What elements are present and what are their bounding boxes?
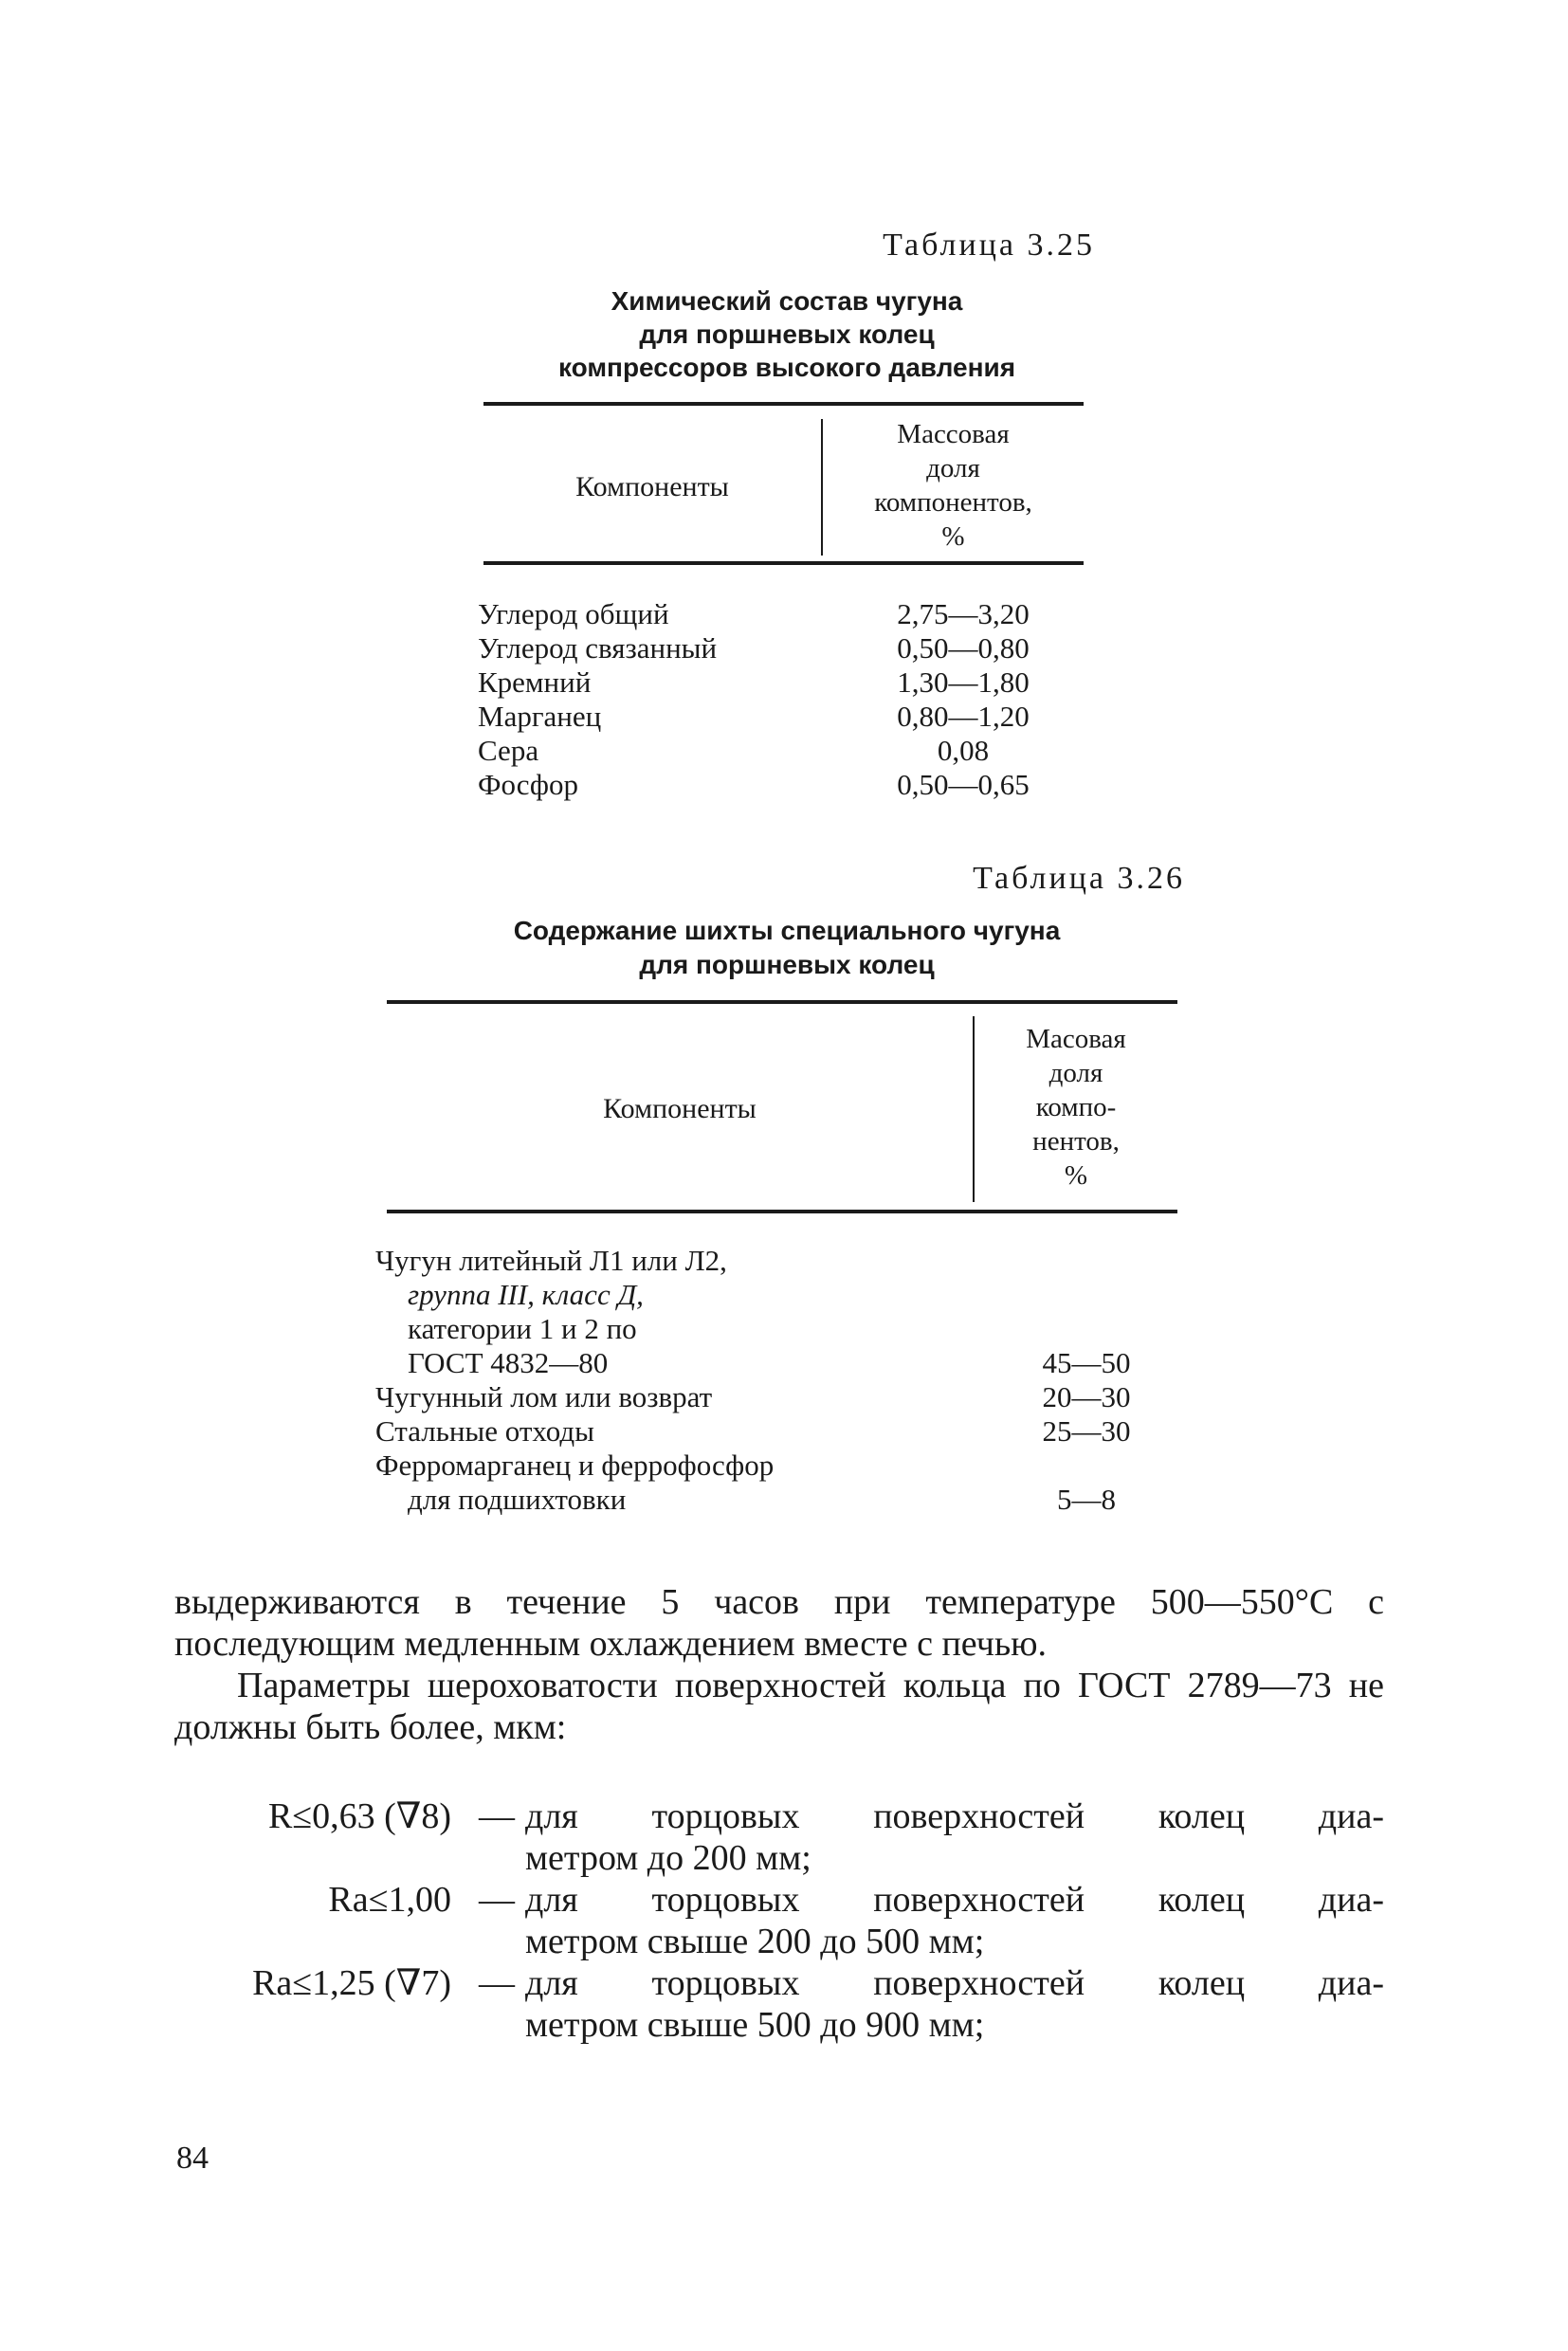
table-3-25-title-line: компрессоров высокого давления: [557, 353, 1016, 382]
description-line: метром свыше 200 до 500 мм;: [525, 1922, 985, 1961]
table-3-26-title: [398, 914, 1176, 982]
charge-component-name: [375, 1414, 963, 1449]
table-3-25-header-share: [823, 417, 1084, 554]
header-share-line: Массовая: [897, 419, 1010, 449]
roughness-description: [525, 1962, 1384, 2046]
paragraph-annealing: выдерживаются в течение 5 часов при температуре 500—550°С с последующим медленным охлаждением вместе с печью.: [174, 1582, 1384, 1664]
charge-component-value: 45—50: [1042, 1346, 1131, 1379]
table-row: [375, 1414, 1181, 1449]
header-share-line: %: [1064, 1160, 1088, 1191]
description-line: метром свыше 500 до 900 мм;: [525, 2005, 985, 2045]
component-name: Углерод общий: [478, 597, 669, 630]
description-line: для торцовых поверхностей колец диа-: [525, 1880, 1384, 1920]
description-line: метром до 200 мм;: [525, 1838, 811, 1878]
name-line: Чугунный лом или возврат: [375, 1380, 713, 1413]
roughness-list: [174, 1795, 1384, 2046]
name-line: Ферромарганец и феррофосфор: [375, 1449, 775, 1482]
list-item: [174, 1795, 1384, 1879]
table-3-25-top-rule: [483, 402, 1084, 406]
component-name: Сера: [478, 734, 539, 767]
table-3-25-title-line: Химический состав чугуна: [611, 286, 963, 316]
charge-component-value: 5—8: [1057, 1483, 1116, 1516]
table-3-26-header-share: [975, 1022, 1177, 1193]
name-line: группа III, класс Д,: [408, 1278, 644, 1311]
roughness-description: [525, 1795, 1384, 1879]
table-3-26-header-component: Компоненты: [603, 1093, 757, 1124]
component-value: 2,75—3,20: [897, 597, 1030, 630]
roughness-symbol: Ra≤1,00: [328, 1880, 451, 1920]
charge-component-name: [375, 1244, 963, 1380]
component-value: 1,30—1,80: [897, 665, 1030, 699]
name-line: ГОСТ 4832—80: [408, 1346, 609, 1379]
list-item: [174, 1962, 1384, 2046]
list-item: [174, 1879, 1384, 1962]
table-3-26-header-rule: [387, 1210, 1177, 1213]
table-row: [478, 597, 1085, 631]
table-3-26-title-line: Содержание шихты специального чугуна: [513, 916, 1061, 945]
table-3-26-label: Таблица 3.26: [973, 861, 1185, 896]
table-3-26-top-rule: [387, 1000, 1177, 1004]
component-name: Марганец: [478, 700, 602, 733]
component-value: 0,08: [937, 734, 990, 767]
header-share-line: %: [941, 521, 965, 552]
component-name: Фосфор: [478, 768, 578, 801]
header-share-line: компо-: [1035, 1092, 1117, 1122]
table-row: [478, 768, 1085, 802]
charge-component-value: 20—30: [1042, 1380, 1131, 1413]
table-row: [375, 1244, 1181, 1380]
header-share-line: доля: [1048, 1058, 1103, 1088]
charge-component-name: [375, 1449, 963, 1517]
paragraph-roughness-intro: Параметры шероховатости поверхностей кольца по ГОСТ 2789—73 не должны быть более, мкм:: [174, 1666, 1384, 1747]
table-row: [478, 631, 1085, 665]
component-value: 0,50—0,80: [897, 631, 1030, 665]
table-row: [478, 665, 1085, 700]
table-row: [478, 700, 1085, 734]
page-number: 84: [176, 2141, 209, 2176]
table-3-25-title-line: для поршневых колец: [639, 319, 935, 349]
table-3-25-header-rule: [483, 561, 1084, 565]
table-row: [478, 734, 1085, 768]
table-3-25-body: [478, 597, 1085, 802]
roughness-description: [525, 1879, 1384, 1962]
description-line: для торцовых поверхностей колец диа-: [525, 1963, 1384, 2003]
table-3-25-title: [465, 284, 1109, 384]
roughness-symbol: R≤0,63 (∇8): [267, 1796, 451, 1836]
name-line: категории 1 и 2 по: [408, 1312, 637, 1345]
name-line: Чугун литейный Л1 или Л2,: [375, 1244, 727, 1277]
table-3-25-header-component: Компоненты: [575, 471, 729, 502]
name-line: Стальные отходы: [375, 1414, 594, 1448]
table-row: [375, 1449, 1181, 1517]
charge-component-name: [375, 1380, 963, 1414]
component-value: 0,50—0,65: [897, 768, 1030, 801]
description-line: для торцовых поверхностей колец диа-: [525, 1796, 1384, 1836]
header-share-line: доля: [926, 453, 980, 483]
table-3-25-label: Таблица 3.25: [883, 228, 1095, 263]
name-line: для подшихтовки: [408, 1483, 627, 1516]
roughness-symbol: Ra≤1,25 (∇7): [252, 1963, 451, 2003]
table-3-26-body: [375, 1244, 1181, 1517]
header-share-line: Масовая: [1026, 1024, 1126, 1054]
header-share-line: нентов,: [1032, 1126, 1120, 1157]
table-row: [375, 1380, 1181, 1414]
component-name: Углерод связанный: [478, 631, 718, 665]
dash: —: [479, 1796, 515, 1836]
component-value: 0,80—1,20: [897, 700, 1030, 733]
table-3-26-title-line: для поршневых колец: [639, 950, 935, 979]
body-text: [174, 1581, 1384, 1748]
dash: —: [479, 1963, 515, 2003]
dash: —: [479, 1880, 515, 1920]
header-share-line: компонентов,: [874, 487, 1032, 518]
charge-component-value: 25—30: [1042, 1414, 1131, 1448]
component-name: Кремний: [478, 665, 592, 699]
